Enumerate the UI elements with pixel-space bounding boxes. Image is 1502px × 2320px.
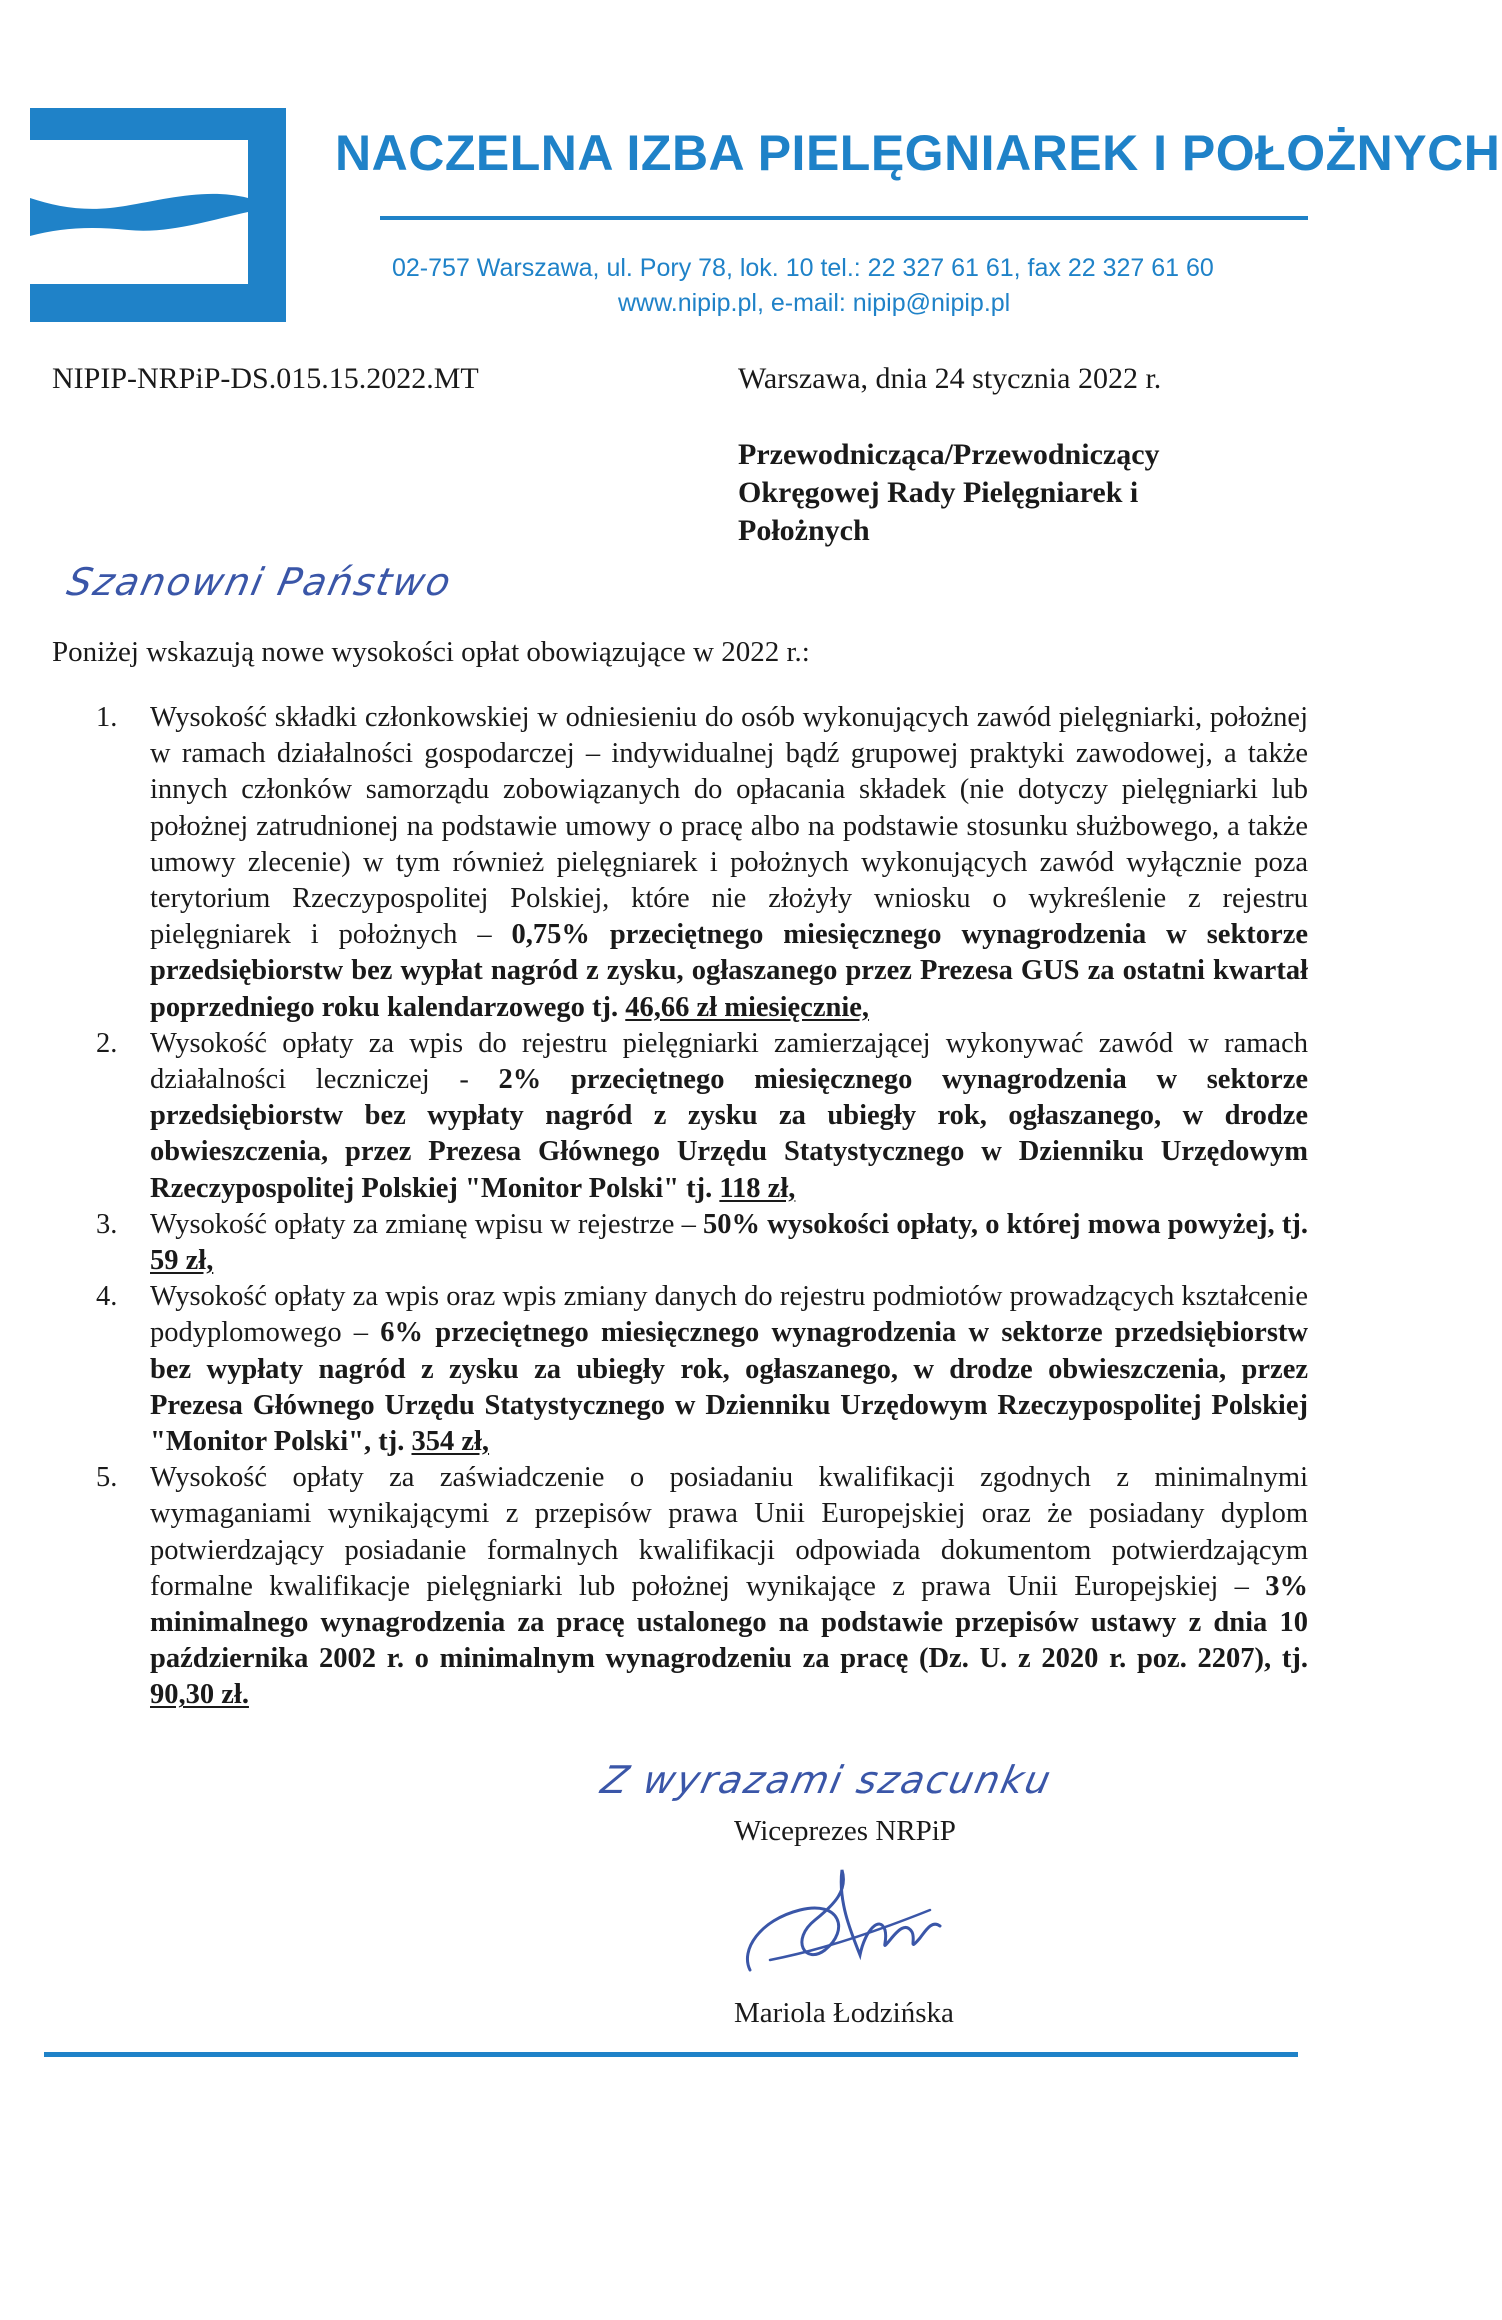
list-item [96, 1460, 1308, 1713]
signer-title: Wiceprezes NRPiP [734, 1815, 956, 1847]
list-item [96, 700, 1308, 1026]
header-rule [380, 216, 1308, 220]
item-amount: 59 zł, [150, 1245, 214, 1277]
signature-image [730, 1860, 960, 1990]
list-item [96, 1207, 1308, 1279]
list-item [96, 1026, 1308, 1207]
date-line: Warszawa, dnia 24 stycznia 2022 r. [738, 362, 1162, 395]
handwritten-closing: Z wyrazami szacunku [597, 1758, 1057, 1802]
item-bold-text: 2% przeciętnego miesięcznego wynagrodzenia w sektorze przedsiębiorstw bez wypłaty nagród z zysku za ubiegły rok, ogłaszanego, w drodze obwieszczenia, przez Prezesa Głównego Urzędu Statystycznego w Dzienniku Urzędowym Rzeczypospolitej Polskiej "Monitor Polski" tj. [150, 1064, 1308, 1204]
item-amount: 90,30 zł. [150, 1679, 249, 1711]
list-item [96, 1279, 1308, 1460]
recipient-line: Położnych [738, 514, 870, 547]
item-text: Wysokość opłaty za wpis oraz wpis zmiany danych do rejestru podmiotów prowadzących kształcenie podyplomowego – [150, 1281, 1308, 1349]
organization-address: 02-757 Warszawa, ul. Pory 78, lok. 10 tel.: 22 327 61 61, fax 22 327 61 60 [392, 254, 1214, 282]
recipient-line: Przewodnicząca/Przewodniczący [738, 438, 1160, 471]
nipip-logo [30, 108, 286, 322]
fee-list [96, 700, 1308, 1714]
item-number: 4. [96, 1281, 118, 1313]
recipient-block [738, 436, 1258, 550]
item-amount: 46,66 zł miesięcznie, [625, 991, 870, 1023]
item-text: Wysokość składki członkowskiej w odniesieniu do osób wykonujących zawód pielęgniarki, położnej w ramach działalności gospodarczej – indywidualnej bądź grupowej praktyki zawodowej, a także innych członków samorządu zobowiązanych do opłacania składek (nie dotyczy pielęgniarki lub położnej zatrudnionej na podstawie umowy o pracę albo na podstawie stosunku służbowego, a także umowy zlecenie) w tym również pielęgniarek i położnych wykonujących zawód wyłącznie poza terytorium Rzeczypospolitej Polskiej, które nie złożyły wniosku o wykreślenie z rejestru pielęgniarek i położnych – [150, 702, 1308, 951]
item-number: 1. [96, 702, 118, 733]
organization-name: NACZELNA IZBA PIELĘGNIAREK I POŁOŻNYCH [335, 125, 1501, 181]
item-amount: 118 zł, [719, 1172, 796, 1204]
item-text: Wysokość opłaty za zmianę wpisu w rejestrze – [150, 1208, 704, 1240]
organization-contact: www.nipip.pl, e-mail: nipip@nipip.pl [618, 289, 1011, 317]
item-bold-text: 0,75% przeciętnego miesięcznego wynagrodzenia w sektorze przedsiębiorstw bez wypłat nagród z zysku, ogłaszanego przez Prezesa GUS za ostatni kwartał poprzedniego roku kalendarzowego tj. [150, 919, 1308, 1023]
reference-number: NIPIP-NRPiP-DS.015.15.2022.MT [52, 362, 479, 395]
item-number: 2. [96, 1027, 118, 1059]
item-amount: 354 zł, [411, 1426, 490, 1458]
handwritten-salutation: Szanowni Państwo [63, 560, 457, 604]
item-number: 3. [96, 1208, 118, 1240]
item-text: Wysokość opłaty za wpis do rejestru pielęgniarki zamierzającej wykonywać zawód w ramach działalności leczniczej - [150, 1027, 1308, 1096]
footer-rule [44, 2052, 1298, 2057]
signer-name: Mariola Łodzińska [734, 1997, 954, 2029]
item-bold-text: 50% wysokości opłaty, o której mowa powyżej, tj. [703, 1208, 1308, 1240]
item-bold-text: 3% minimalnego wynagrodzenia za pracę ustalonego na podstawie przepisów ustawy z dnia 10 października 2002 r. o minimalnym wynagrodzeniu za pracę (Dz. U. z 2020 r. poz. 2207), tj. [150, 1570, 1308, 1675]
item-number: 5. [96, 1462, 118, 1494]
recipient-line: Okręgowej Rady Pielęgniarek i [738, 476, 1139, 509]
item-text: Wysokość opłaty za zaświadczenie o posiadaniu kwalifikacji zgodnych z minimalnymi wymaganiami wynikającymi z przepisów prawa Unii Europejskiej oraz że posiadany dyplom potwierdzający posiadanie formalnych kwalifikacji odpowiada dokumentom potwierdzającym formalne kwalifikacje pielęgniarki lub położnej wynikające z prawa Unii Europejskiej – [150, 1462, 1308, 1602]
item-bold-text: 6% przeciętnego miesięcznego wynagrodzenia w sektorze przedsiębiorstw bez wypłaty nagród z zysku za ubiegły rok, ogłaszanego, w drodze obwieszczenia, przez Prezesa Głównego Urzędu Statystycznego w Dzienniku Urzędowym Rzeczypospolitej Polskiej "Monitor Polski", tj. [150, 1317, 1308, 1458]
intro-text: Poniżej wskazują nowe wysokości opłat obowiązujące w 2022 r.: [52, 636, 810, 668]
